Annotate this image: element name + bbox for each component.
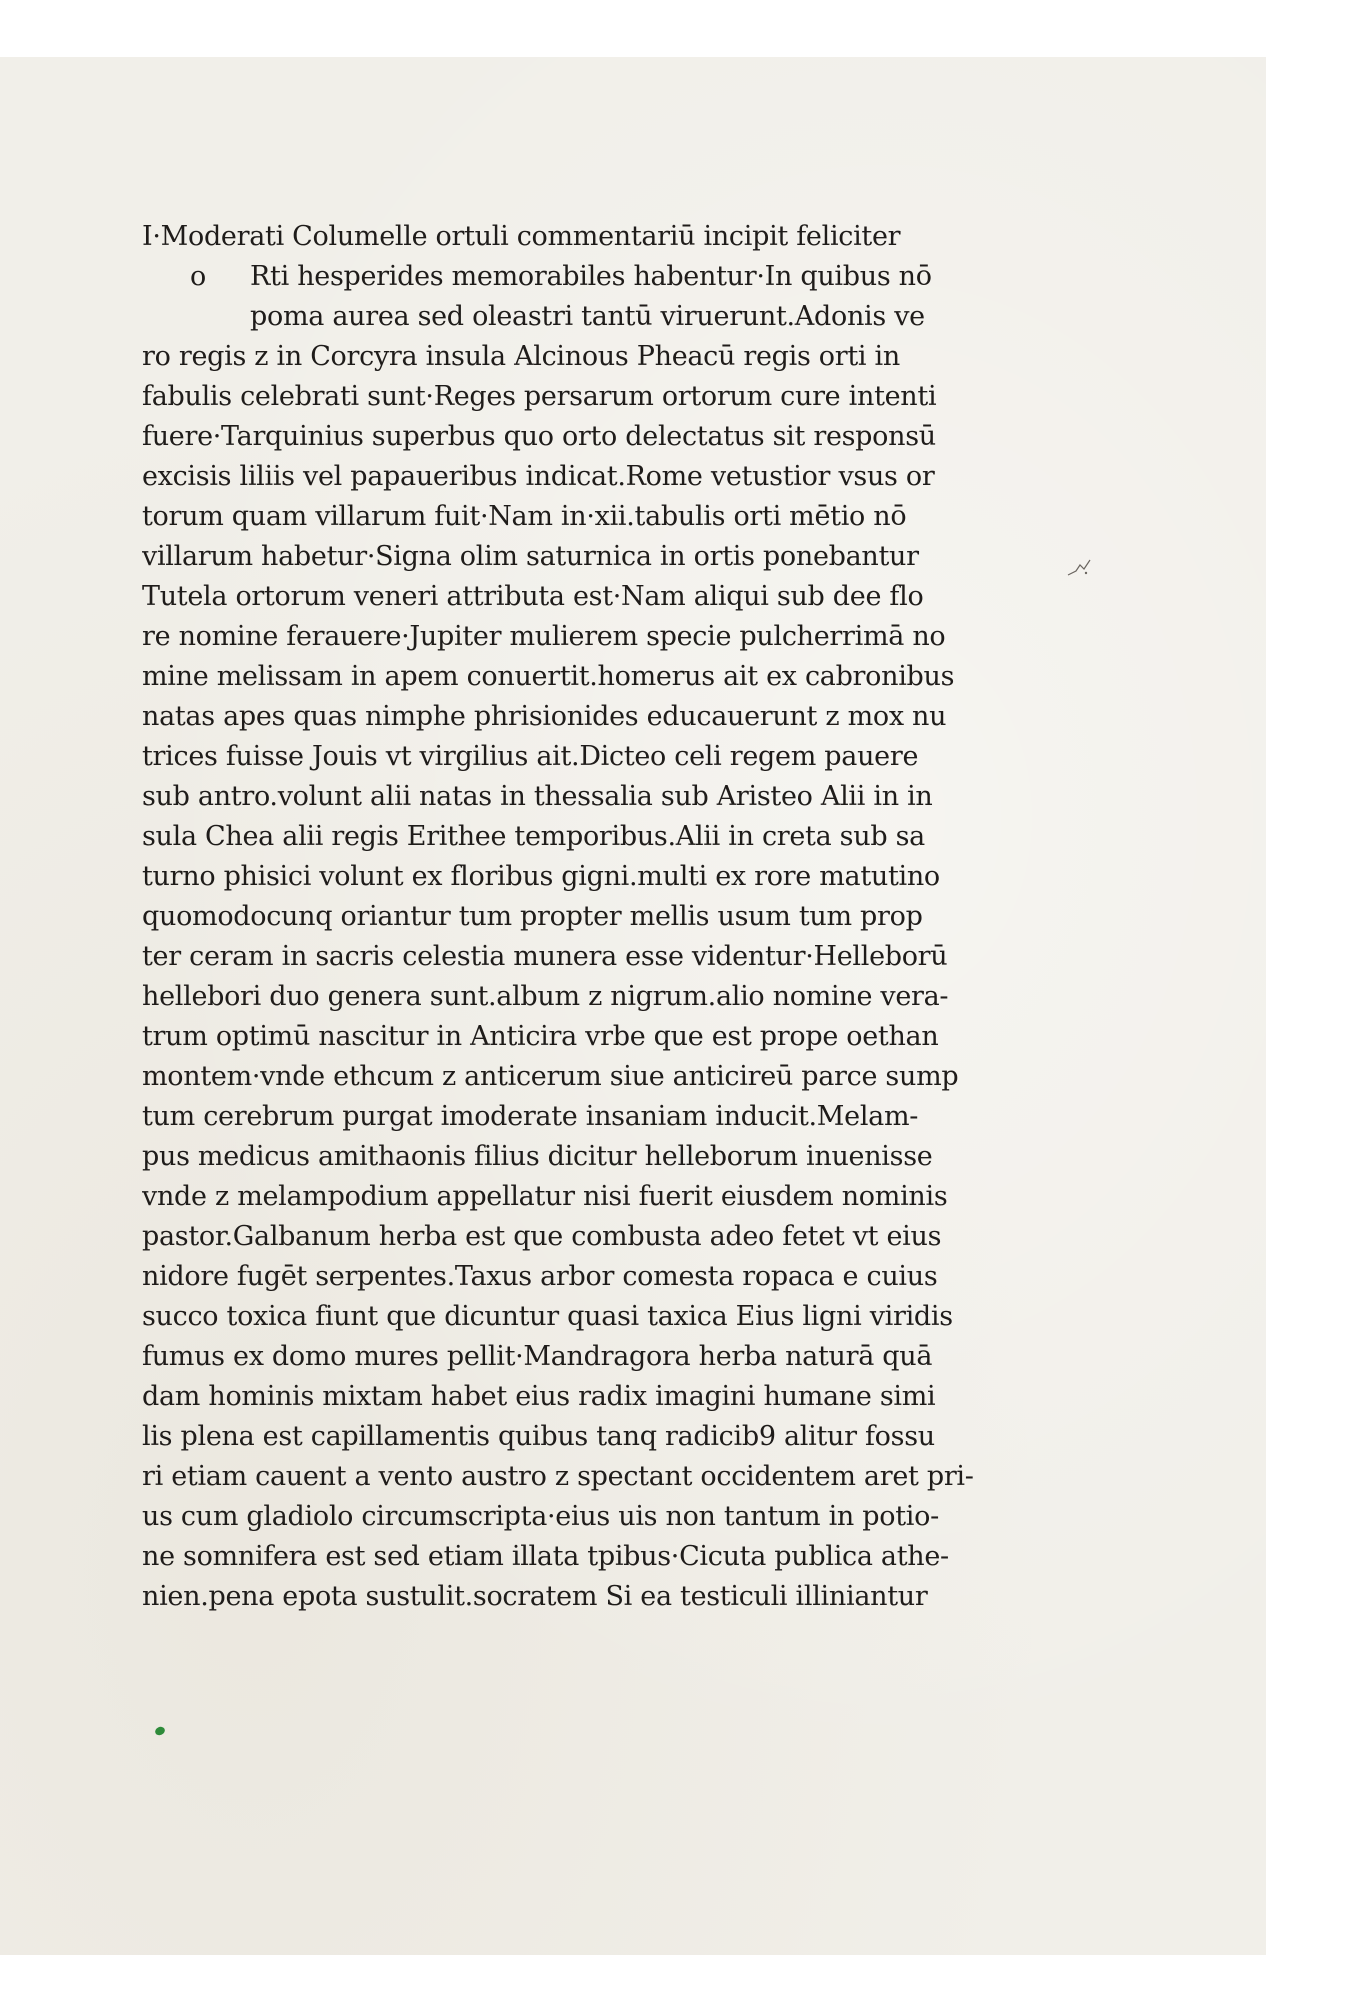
text-line: hellebori duo genera sunt.album z nigrum.alio nomine vera- bbox=[142, 981, 949, 1012]
text-line: ro regis z in Corcyra insula Alcinous Pheacū regis orti in bbox=[142, 341, 900, 372]
text-line: montem·vnde ethcum z anticerum siue anticireū parce sump bbox=[142, 1061, 959, 1092]
text-block bbox=[142, 217, 982, 1617]
text-line: pastor.Galbanum herba est que combusta adeo fetet vt eius bbox=[142, 1221, 942, 1252]
text-line: ri etiam cauent a vento austro z spectant occidentem aret pri- bbox=[142, 1461, 974, 1492]
text-line: succo toxica fiunt que dicuntur quasi taxica Eius ligni viridis bbox=[142, 1301, 953, 1332]
text-line: nien.pena epota sustulit.socratem Si ea testiculi illiniantur bbox=[142, 1581, 928, 1612]
text-line: mine melissam in apem conuertit.homerus ait ex cabronibus bbox=[142, 661, 955, 692]
text-line: us cum gladiolo circumscripta·eius uis non tantum in potio- bbox=[142, 1501, 939, 1532]
manuscript-page bbox=[0, 57, 1266, 1955]
text-line: I·Moderati Columelle ortuli commentariū incipit feliciter bbox=[142, 221, 901, 252]
text-line: excisis liliis vel papaueribus indicat.Rome vetustior vsus or bbox=[142, 461, 935, 492]
text-line: sub antro.volunt alii natas in thessalia sub Aristeo Alii in in bbox=[142, 781, 933, 812]
text-line: pus medicus amithaonis filius dicitur helleborum inuenisse bbox=[142, 1141, 933, 1172]
text-line: Tutela ortorum veneri attributa est·Nam aliqui sub dee flo bbox=[142, 581, 924, 612]
text-line: fumus ex domo mures pellit·Mandragora herba naturā quā bbox=[142, 1341, 933, 1372]
text-line: fuere·Tarquinius superbus quo orto delectatus sit responsū bbox=[142, 421, 936, 452]
text-line: sula Chea alii regis Erithee temporibus.Alii in creta sub sa bbox=[142, 821, 925, 852]
text-line: Rti hesperides memorabiles habentur·In quibus nō bbox=[250, 261, 932, 292]
text-line: nidore fugēt serpentes.Taxus arbor comesta ropaca e cuius bbox=[142, 1261, 938, 1292]
text-line: o bbox=[190, 261, 206, 292]
text-line: lis plena est capillamentis quibus tanq radicib9 alitur fossu bbox=[142, 1421, 935, 1452]
text-line: quomodocunq oriantur tum propter mellis usum tum prop bbox=[142, 901, 923, 932]
text-line: natas apes quas nimphe phrisionides educauerunt z mox nu bbox=[142, 701, 947, 732]
text-line: tum cerebrum purgat imoderate insaniam inducit.Melam- bbox=[142, 1101, 919, 1132]
text-line: dam hominis mixtam habet eius radix imagini humane simi bbox=[142, 1381, 936, 1412]
text-line: ter ceram in sacris celestia munera esse videntur·Helleborū bbox=[142, 941, 948, 972]
text-line: fabulis celebrati sunt·Reges persarum ortorum cure intenti bbox=[142, 381, 937, 412]
text-line: ne somnifera est sed etiam illata tpibus·Cicuta publica athe- bbox=[142, 1541, 949, 1572]
text-line: trices fuisse Jouis vt virgilius ait.Dicteo celi regem pauere bbox=[142, 741, 919, 772]
text-line: re nomine ferauere·Jupiter mulierem specie pulcherrimā no bbox=[142, 621, 946, 652]
text-line: torum quam villarum fuit·Nam in·xii.tabulis orti mētio nō bbox=[142, 501, 907, 532]
text-line: villarum habetur·Signa olim saturnica in ortis ponebantur bbox=[142, 541, 919, 572]
green-ink-stain bbox=[154, 1725, 166, 1736]
text-line: trum optimū nascitur in Anticira vrbe que est prope oethan bbox=[142, 1021, 939, 1052]
text-line: poma aurea sed oleastri tantū viruerunt.Adonis ve bbox=[250, 301, 925, 332]
text-line: vnde z melampodium appellatur nisi fuerit eiusdem nominis bbox=[142, 1181, 948, 1212]
text-line: turno phisici volunt ex floribus gigni.multi ex rore matutino bbox=[142, 861, 940, 892]
ink-flourish-mark bbox=[1066, 557, 1092, 579]
